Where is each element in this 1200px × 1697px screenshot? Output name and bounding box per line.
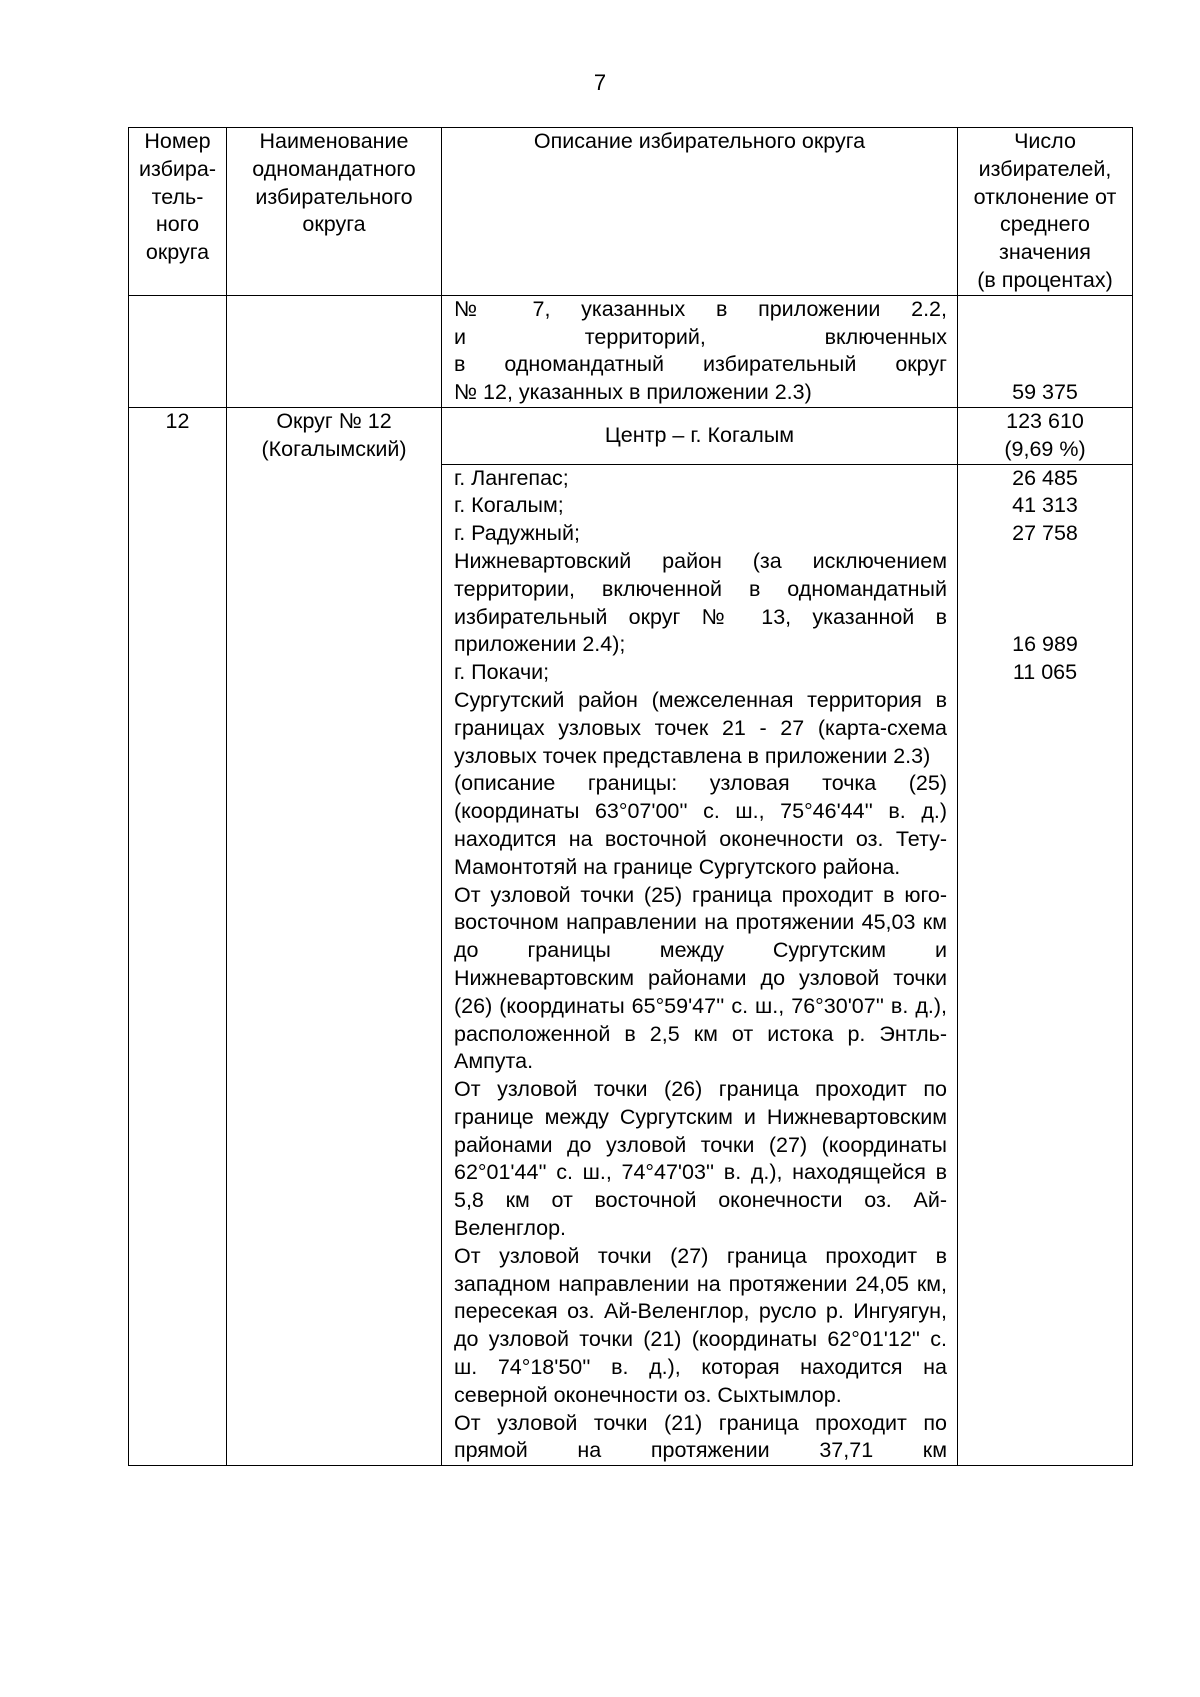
entry-text: г. Лангепас; (454, 465, 569, 490)
districts-table (128, 127, 1133, 1466)
table-header-row (129, 128, 1133, 296)
description-paragraph: От узловой точки (21) граница проходит по прямой на протяжении 37,71 км (454, 1410, 947, 1463)
description-paragraph: Сургутский район (межселенная территория в границах узловых точек 21 - 27 (карта-схема узловых точек представлена в приложении 2.3) (454, 687, 947, 768)
district-description (442, 464, 958, 1466)
continuation-row (129, 295, 1133, 407)
description-paragraph: От узловой точки (25) граница проходит в юго-восточном направлении на протяжении 45,03 км до границы между Сургутским и Нижневартовским районами до узловой точки (26) (координаты 65°59'47'' с. ш., 76°30'07'' в. д.), расположенной в 2,5 км от истока р. Энтль-Ампута. (454, 882, 947, 1074)
entry-text: г. Радужный; (454, 521, 580, 546)
district-name: Округ № 12 (Когалымский) (227, 407, 442, 1465)
description-paragraph: (описание границы: узловая точка (25) (координаты 63°07'00'' с. ш., 75°46'44'' в. д.) находится на восточной оконечности оз. Тету-Мамонтотяй на границе Сургутского района. (454, 771, 947, 879)
continuation-number-cell (129, 295, 227, 407)
district-total: 123 610 (9,69 %) (958, 407, 1133, 464)
entry-voters: 11 065 (1012, 660, 1078, 685)
district-center: Центр – г. Когалым (442, 407, 958, 464)
header-description: Описание избирательного округа (442, 128, 958, 296)
header-district-name: Наименование одномандатного избирательного округа (227, 128, 442, 296)
continuation-name-cell (227, 295, 442, 407)
entry-voters: 16 989 (1012, 632, 1078, 657)
continuation-voters: 59 375 (958, 295, 1133, 407)
header-voters: Число избирателей, отклонение от среднего значения (в процентах) (958, 128, 1133, 296)
entry-voters: 26 485 (1012, 465, 1078, 490)
continuation-description: № 7, указанных в приложении 2.2, и территорий, включенных в одномандатный избирательный округ № 12, указанных в приложении 2.3) (442, 295, 958, 407)
page-number: 7 (593, 70, 607, 95)
description-paragraph: От узловой точки (26) граница проходит по границе между Сургутским и Нижневартовским районами до узловой точки (27) (координаты 62°01'44'' с. ш., 74°47'03'' в. д.), находящейся в 5,8 км от восточной оконечности оз. Ай-Веленглор. (454, 1077, 947, 1241)
entry-text: г. Покачи; (454, 660, 550, 685)
entry-text: г. Когалым; (454, 493, 564, 518)
entry-voters: 27 758 (1012, 521, 1078, 546)
district-number: 12 (129, 407, 227, 1465)
entry-voters: 41 313 (1012, 493, 1078, 518)
entry-text: Нижневартовский район (за исключением территории, включенной в одномандатный избирательный округ № 13, указанной в приложении 2.4); (454, 548, 947, 657)
entry-voters-column (958, 464, 1133, 1466)
district-header-row (129, 407, 1133, 464)
description-paragraph: От узловой точки (27) граница проходит в западном направлении на протяжении 24,05 км, пересекая оз. Ай-Веленглор, русло р. Ингуягун, до узловой точки (21) (координаты 62°01'12'' с. ш. 74°18'50'' в. д.), которая находится на северной оконечности оз. Сыхтымлор. (454, 1243, 947, 1407)
header-district-number: Номер избира- тель- ного округа (129, 128, 227, 296)
